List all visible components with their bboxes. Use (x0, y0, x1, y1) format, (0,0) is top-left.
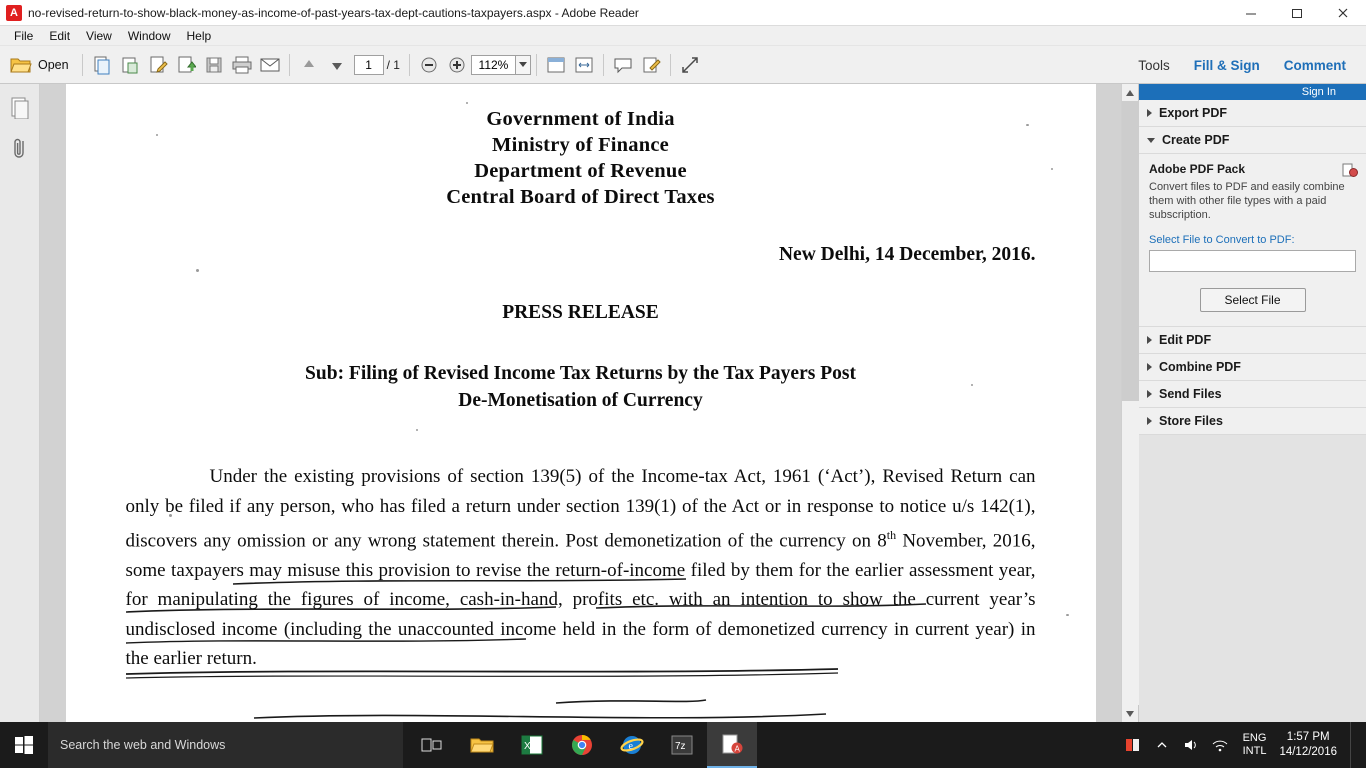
save-icon[interactable] (200, 51, 228, 79)
svg-text:e: e (628, 741, 633, 752)
section-create-pdf[interactable] (1139, 127, 1366, 154)
body-paragraph (126, 462, 1036, 674)
chevron-right-icon (1147, 109, 1152, 117)
chevron-down-icon (1147, 138, 1155, 143)
upload-icon[interactable] (172, 51, 200, 79)
navigation-rail (0, 84, 40, 722)
maximize-button[interactable] (1274, 0, 1320, 26)
menu-view[interactable]: View (86, 28, 112, 43)
menu-file[interactable]: File (14, 28, 34, 43)
main-toolbar (0, 46, 1366, 84)
toolbar-separator (670, 54, 671, 76)
menu-help[interactable]: Help (186, 28, 212, 43)
fill-and-sign-button[interactable]: Fill & Sign (1193, 57, 1260, 73)
zoom-in-icon[interactable] (443, 51, 471, 79)
menu-edit[interactable]: Edit (49, 28, 71, 43)
clock-time: 1:57 PM (1286, 731, 1330, 743)
clock-date: 14/12/2016 (1279, 746, 1337, 758)
scrollbar-track[interactable] (1122, 101, 1139, 705)
paragraph-superscript: th (886, 528, 897, 542)
adobe-pdf-pack-description: Convert files to PDF and easily combine them with other file types with a paid subscription. (1149, 181, 1345, 221)
file-explorer-icon[interactable] (457, 722, 507, 768)
svg-text:X: X (524, 741, 531, 752)
header-line-3: Department of Revenue (474, 160, 687, 182)
header-line-1: Government of India (486, 108, 675, 130)
windows-taskbar (0, 722, 1366, 768)
toolbar-right-group (1126, 46, 1358, 84)
header-line-4: Central Board of Direct Taxes (446, 186, 715, 208)
email-icon[interactable] (256, 51, 284, 79)
section-export-pdf-label: Export PDF (1159, 106, 1228, 120)
scroll-down-arrow[interactable] (1122, 705, 1139, 722)
select-file-input[interactable] (1149, 250, 1356, 272)
page-number-input[interactable] (354, 55, 384, 75)
comment-balloon-icon[interactable] (609, 51, 637, 79)
scroll-up-arrow[interactable] (1122, 84, 1139, 101)
press-release-title: PRESS RELEASE (502, 302, 659, 323)
section-export-pdf[interactable] (1139, 100, 1366, 127)
toolbar-separator (603, 54, 604, 76)
main-area (0, 84, 1366, 722)
select-file-label: Select File to Convert to PDF: (1149, 234, 1295, 246)
chrome-icon[interactable] (557, 722, 607, 768)
full-screen-icon[interactable] (676, 51, 704, 79)
clock[interactable] (1279, 730, 1341, 760)
adobe-pdf-pack-title: Adobe PDF Pack (1149, 162, 1246, 176)
internet-explorer-icon[interactable] (607, 722, 657, 768)
fit-width-icon[interactable] (570, 51, 598, 79)
sign-in-button[interactable]: Sign In (1139, 84, 1366, 100)
document-viewport[interactable] (40, 84, 1121, 722)
volume-icon[interactable] (1181, 722, 1201, 768)
edit-pdf-icon[interactable] (144, 51, 172, 79)
adobe-reader-icon[interactable] (707, 722, 757, 768)
window-controls (1228, 0, 1366, 26)
page-thumbnails-icon[interactable] (6, 94, 34, 122)
adobe-reader-icon (6, 5, 22, 21)
open-button[interactable] (6, 51, 77, 79)
document-scrollbar[interactable] (1121, 84, 1138, 722)
notification-flag-icon[interactable] (1123, 722, 1143, 768)
panel-empty-area (1139, 435, 1366, 722)
paragraph-text-part-1: Under the existing provisions of section 139(5) of the Income-tax Act, 1961 (‘Act’), Revised Return can only be filed if any person, who has filed a return under section 139(1) of the Act or in response to notice u/s 142(1), discovers any omission or any wrong statement therein. Post demonetization of the currency on 8 (125, 466, 1036, 552)
section-combine-pdf-label: Combine PDF (1159, 360, 1241, 374)
section-combine-pdf[interactable] (1139, 354, 1366, 381)
header-line-2: Ministry of Finance (492, 134, 669, 156)
section-store-files[interactable] (1139, 408, 1366, 435)
menubar (0, 26, 1366, 46)
subject-line-1: Sub: Filing of Revised Income Tax Returns by the Tax Payers Post (305, 363, 856, 384)
zoom-level-input[interactable] (471, 55, 515, 75)
section-create-pdf-label: Create PDF (1162, 133, 1230, 147)
print-icon[interactable] (228, 51, 256, 79)
language-line-1: ENG (1242, 732, 1267, 744)
network-icon[interactable] (1210, 722, 1230, 768)
open-button-label: Open (38, 57, 69, 72)
toolbar-separator (536, 54, 537, 76)
show-desktop-button[interactable] (1350, 722, 1358, 768)
chevron-right-icon (1147, 363, 1152, 371)
toolbar-separator (289, 54, 290, 76)
pdf-pack-icon (1342, 162, 1358, 178)
document-header (126, 106, 1036, 210)
menu-window[interactable]: Window (127, 28, 171, 43)
previous-page-icon[interactable] (295, 51, 323, 79)
pdf-page (66, 84, 1096, 722)
copy-file-icon[interactable] (88, 51, 116, 79)
place-and-date: New Delhi, 14 December, 2016. (778, 244, 1036, 265)
windows-start-icon[interactable] (0, 722, 48, 768)
section-store-files-label: Store Files (1159, 414, 1223, 428)
search-input[interactable] (48, 722, 403, 768)
select-file-button[interactable]: Select File (1200, 288, 1306, 312)
toolbar-separator (82, 54, 83, 76)
language-indicator[interactable] (1239, 732, 1271, 758)
hidden-icons-chevron[interactable] (1152, 722, 1172, 768)
zoom-dropdown-icon[interactable] (515, 55, 531, 75)
folder-open-icon (10, 55, 32, 75)
paste-file-icon[interactable] (116, 51, 144, 79)
close-button[interactable] (1320, 0, 1366, 26)
svg-text:A: A (734, 744, 740, 754)
tools-button[interactable]: Tools (1138, 57, 1170, 73)
attachments-paperclip-icon[interactable] (6, 134, 34, 162)
system-tray (1123, 722, 1366, 768)
language-line-2: INTL (1242, 745, 1267, 757)
toolbar-separator (409, 54, 410, 76)
subject-block (126, 360, 1036, 414)
svg-text:7z: 7z (675, 741, 686, 752)
chevron-right-icon (1147, 417, 1152, 425)
tools-right-panel (1138, 84, 1366, 722)
section-send-files[interactable] (1139, 381, 1366, 408)
highlight-text-icon[interactable] (637, 51, 665, 79)
create-pdf-body (1139, 154, 1366, 327)
excel-icon[interactable] (507, 722, 557, 768)
paragraph-text-part-2: November, 2016, some taxpayers may misuse this provision to revise the return-of-income filed by them for the earlier assessment year, for manipulating the figures of income, cash-in-hand, profits etc. with an intention to show the current year’s undisclosed income (including the unaccounted income held in the form of demonetized currency in current year) in the earlier return. (125, 530, 1036, 670)
zoom-out-icon[interactable] (415, 51, 443, 79)
comment-button[interactable]: Comment (1283, 57, 1346, 73)
subject-line-2: De-Monetisation of Currency (458, 390, 703, 411)
7zip-icon[interactable] (657, 722, 707, 768)
fit-page-icon[interactable] (542, 51, 570, 79)
chevron-right-icon (1147, 390, 1152, 398)
search-placeholder: Search the web and Windows (60, 738, 226, 752)
chevron-right-icon (1147, 336, 1152, 344)
task-view-icon[interactable] (407, 722, 457, 768)
next-page-icon[interactable] (323, 51, 351, 79)
taskbar-apps (407, 722, 757, 768)
window-titlebar (0, 0, 1366, 26)
window-title: no-revised-return-to-show-black-money-as-income-of-past-years-tax-dept-cautions-taxpayers.aspx - Adobe Reader (28, 5, 639, 20)
section-send-files-label: Send Files (1159, 387, 1222, 401)
scrollbar-thumb[interactable] (1122, 101, 1139, 401)
section-edit-pdf[interactable] (1139, 327, 1366, 354)
section-edit-pdf-label: Edit PDF (1159, 333, 1212, 347)
page-total-label: / 1 (386, 57, 400, 72)
minimize-button[interactable] (1228, 0, 1274, 26)
